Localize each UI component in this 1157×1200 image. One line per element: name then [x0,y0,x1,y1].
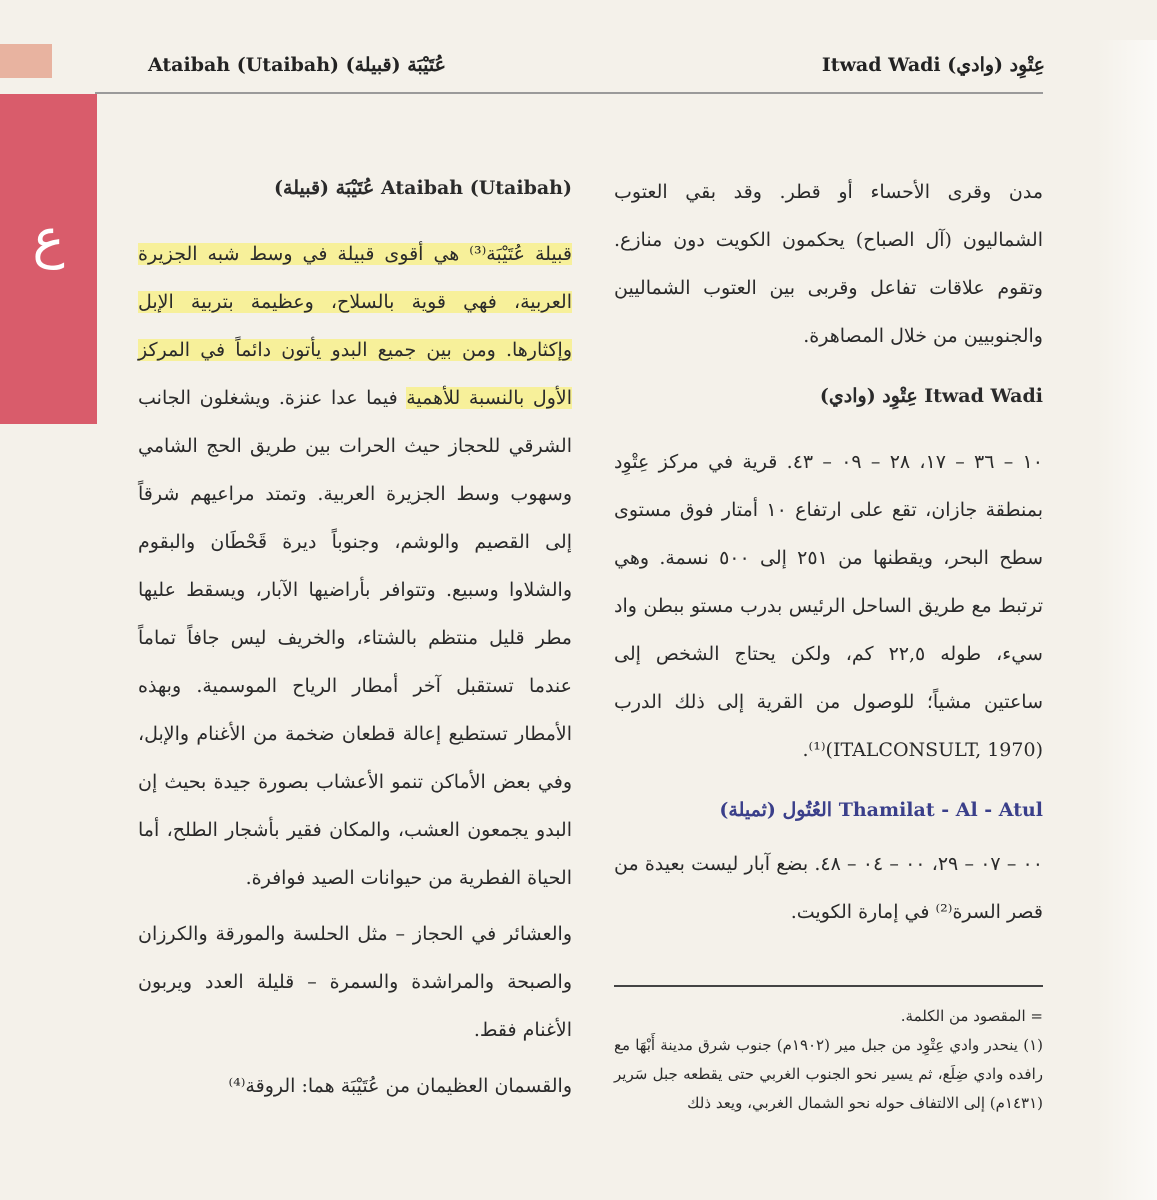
tab-top-marker [0,44,52,78]
footnote-rule [614,985,1043,987]
footnote-1: (١) ينحدر وادي عِتْوِد من جبل مير (١٩٠٢م) جنوب شرق مدينة أَبْهَا مع رافده وادي ضِلَع، ثم يسير نحو الجنوب الغربي حتى يقطعه جبل سَرير (١٤٣١م) إلى الالتفاف حوله نحو الشمال الغربي، ويعد ذلك [614,1036,1043,1112]
running-head-right: Itwad Wadi عِتْوِد (وادي) [821,54,1045,76]
entry-heading-atul: Thamilat - Al - Atul العُتُول (ثميلة) [719,799,1043,821]
ataibah-paragraph-1 [138,230,572,902]
paragraph-1-rest: فيما عدا عنزة. ويشغلون الجانب الشرقي للحجاز حيث الحرات بين طريق الحج الشامي وسهوب وسط الجزيرة العربية. وتمتد مراعيهم شرقاً إلى القصيم والوشم، وجنوباً ديرة قَحْطَان والبقوم والشلاوا وسبيع. وتتوافر بأراضيها الآبار، ويسقط عليها مطر قليل منتظم بالشتاء، والخريف ليس جافاً تماماً عندما تستقبل آخر أمطار الرياح الموسمية. وبهذه الأمطار تستطيع إعالة قطعان ضخمة من الأغنام والإبل، وفي بعض الأماكن تنمو الأعشاب بصورة جيدة بحيث إن البدو يجمعون العشب، والمكان فقير بأشجار الطلح، أما الحياة الفطرية من حيوانات الصيد فوافرة. [138,387,572,889]
tab-letter: ع [32,207,65,270]
entry-heading-ataibah: Ataibah (Utaibah) عُتَيْبَة (قبيلة) [274,177,572,199]
right-column [614,168,1043,936]
entry-text-atul: ٠٠ – ٠٧ – ٢٩، ٠٠ – ٠٤ – ٤٨. بضع آبار ليست بعيدة من قصر السرة⁽²⁾ في إمارة الكويت. [614,853,1043,923]
intro-paragraph: مدن وقرى الأحساء أو قطر. وقد بقي العتوب الشماليون (آل الصباح) يحكمون الكويت دون منازع. وتقوم علاقات تفاعل وقربى بين العتوب الشماليين والجنوبيين من خلال المصاهرة. [614,181,1043,347]
header-rule [95,92,1043,94]
ataibah-paragraph-2: والعشائر في الحجاز – مثل الحلسة والمورقة والكرزان والصبحة والمراشدة والسمرة – قليلة العدد ويربون الأغنام فقط. [138,923,572,1041]
footnote-continued: = المقصود من الكلمة. [900,1007,1043,1025]
running-head-left: Ataibah (Utaibah) عُتَيْبَة (قبيلة) [148,54,446,76]
entry-text-itwad: ١٠ – ٣٦ – ١٧، ٢٨ – ٠٩ – ٤٣. قرية في مركز عِتْوِد بمنطقة جازان، تقع على ارتفاع ١٠ أمتار فوق مستوى سطح البحر، ويقطنها من ٢٥١ إلى ٥٠٠ نسمة. وهي ترتبط مع طريق الساحل الرئيس بدرب مستو ببطن واد سيء، طوله ٢٢,٥ كم، ولكن يحتاج الشخص إلى ساعتين مشياً؛ للوصول من القرية إلى ذلك الدرب (ITALCONSULT, 1970)⁽¹⁾. [614,451,1043,761]
left-column [138,168,572,1110]
ataibah-paragraph-3: والقسمان العظيمان من عُتَيْبَة هما: الروقة⁽⁴⁾ [228,1075,572,1097]
page-edge [1097,40,1157,1200]
highlighted-text: قبيلة عُتَيْبَة⁽³⁾ هي أقوى قبيلة في وسط شبه الجزيرة العربية، فهي قوية بالسلاح، وعظيمة بتربية الإبل وإكثارها. ومن بين جميع البدو يأتون دائماً في المركز الأول بالنسبة للأهمية [138,243,572,409]
entry-heading-itwad: Itwad Wadi عِتْوِد (وادي) [819,385,1043,407]
footnotes [614,1002,1043,1118]
